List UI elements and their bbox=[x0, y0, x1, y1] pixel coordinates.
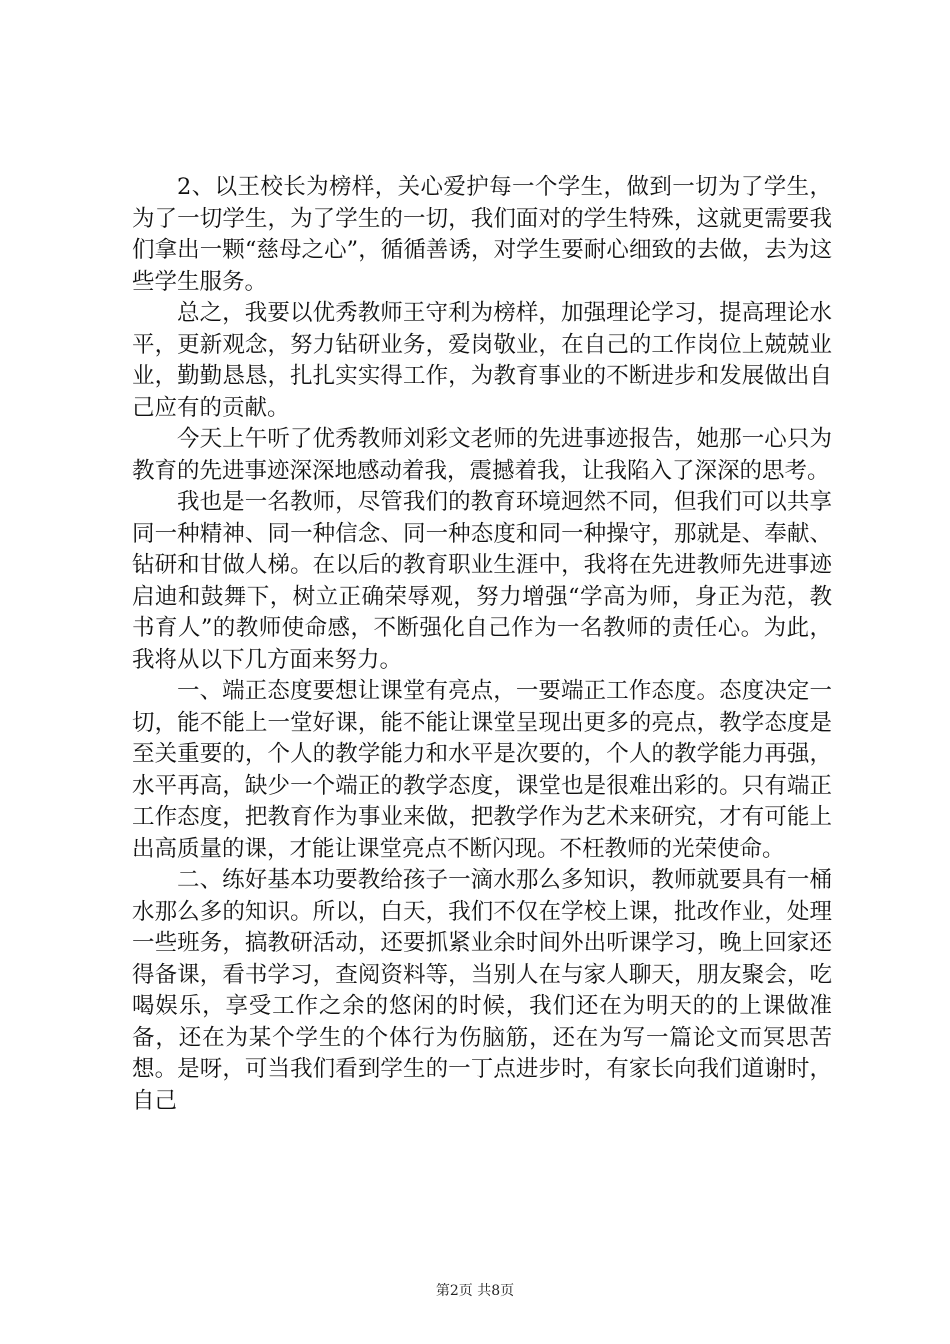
paragraph-4: 我也是一名教师，尽管我们的教育环境迥然不同，但我们可以共享同一种精神、同一种信念、同一种态度和同一种操守，那就是、奉献、钻研和甘做人梯。在以后的教育职业生涯中，我将在先进教师先进事迹启迪和鼓舞下，树立正确荣辱观，努力增强“学高为师，身正为范，教书育人”的教师使命感，不断强化自己作为一名教师的责任心。为此，我将从以下几方面来努力。 bbox=[132, 489, 832, 673]
page-number-footer: 第2页 共8页 bbox=[435, 1283, 515, 1299]
paragraph-3: 今天上午听了优秀教师刘彩文老师的先进事迹报告，她那一心只为教育的先进事迹深深地感动着我，震撼着我，让我陷入了深深的思考。 bbox=[132, 426, 832, 484]
paragraph-6: 二、练好基本功要教给孩子一滴水那么多知识，教师就要具有一桶水那么多的知识。所以，白天，我们不仅在学校上课，批改作业，处理一些班务，搞教研活动，还要抓紧业余时间外出听课学习，晚上回家还得备课，看书学习，查阅资料等，当别人在与家人聊天，朋友聚会，吃喝娱乐，享受工作之余的悠闲的时候，我们还在为明天的的上课做准备，还在为某个学生的个体行为伤脑筋，还在为写一篇论文而冥思苦想。是呀，可当我们看到学生的一丁点进步时，有家长向我们道谢时，自己 bbox=[132, 867, 832, 1114]
paragraph-1: 2、以王校长为榜样，关心爱护每一个学生，做到一切为了学生，为了一切学生，为了学生的一切，我们面对的学生特殊，这就更需要我们拿出一颗“慈母之心”，循循善诱，对学生要耐心细致的去做，去为这些学生服务。 bbox=[132, 174, 832, 295]
document-body bbox=[132, 172, 832, 1117]
paragraph-2: 总之，我要以优秀教师王守利为榜样，加强理论学习，提高理论水平，更新观念，努力钻研业务，爱岗敬业，在自己的工作岗位上兢兢业业，勤勤恳恳，扎扎实实得工作，为教育事业的不断进步和发展做出自己应有的贡献。 bbox=[132, 300, 832, 421]
paragraph-5: 一、端正态度要想让课堂有亮点，一要端正工作态度。态度决定一切，能不能上一堂好课，能不能让课堂呈现出更多的亮点，教学态度是至关重要的，个人的教学能力和水平是次要的，个人的教学能力再强，水平再高，缺少一个端正的教学态度，课堂也是很难出彩的。只有端正工作态度，把教育作为事业来做，把教学作为艺术来研究，才有可能上出高质量的课，才能让课堂亮点不断闪现。不枉教师的光荣使命。 bbox=[132, 678, 832, 862]
